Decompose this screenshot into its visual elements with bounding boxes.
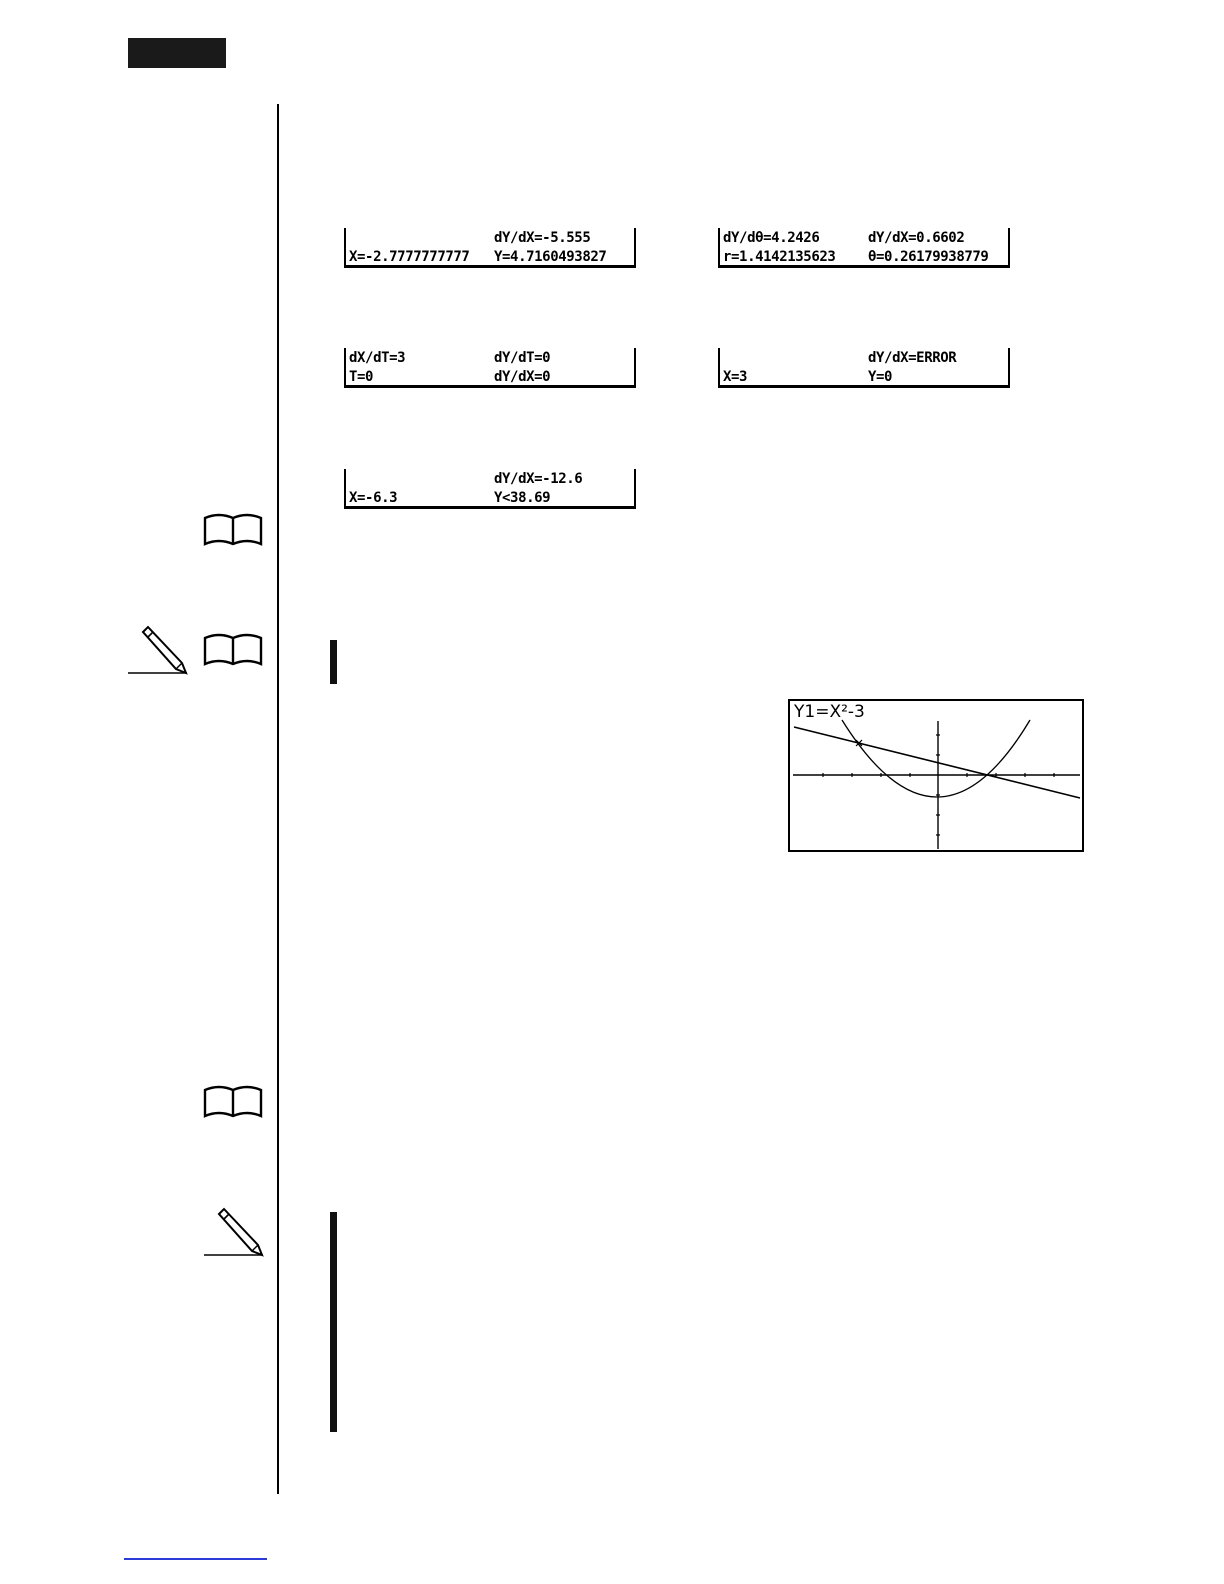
screen-3-row2-left: T=0 (349, 369, 374, 385)
pencil-icon (127, 625, 189, 677)
calculator-screen-5 (344, 469, 636, 509)
calculator-screen-2 (718, 228, 1010, 268)
calculator-screen-3 (344, 348, 636, 388)
book-icon (203, 632, 263, 666)
screen-1-row2-right: Y=4.7160493827 (494, 249, 607, 265)
screen-4-row2-right: Y=0 (868, 369, 893, 385)
screen-2-row1-right: dY/dX=0.6602 (868, 230, 965, 246)
bottom-rule (124, 1558, 267, 1560)
screen-2-row2-right: θ=0.26179938779 (868, 249, 989, 265)
screen-5-row2-right: Y<38.69 (494, 490, 551, 506)
screen-4-row1-right: dY/dX=ERROR (868, 350, 957, 366)
graph-function-label: Y1=X²-3 (794, 702, 865, 722)
screen-5-row1-right: dY/dX=-12.6 (494, 471, 583, 487)
margin-rule (277, 104, 279, 1494)
book-icon (203, 512, 263, 546)
section-bar (330, 640, 337, 684)
book-icon (203, 1084, 263, 1118)
header-tab (128, 38, 226, 68)
screen-2-row1-left: dY/dθ=4.2426 (723, 230, 820, 246)
screen-1-row2-left: X=-2.7777777777 (349, 249, 470, 265)
screen-3-row2-right: dY/dX=0 (494, 369, 551, 385)
calculator-screen-1 (344, 228, 636, 268)
screen-2-row2-left: r=1.4142135623 (723, 249, 836, 265)
screen-3-row1-left: dX/dT=3 (349, 350, 406, 366)
graph-screen (788, 699, 1084, 852)
screen-5-row2-left: X=-6.3 (349, 490, 398, 506)
pencil-icon (203, 1207, 265, 1259)
screen-1-row1-right: dY/dX=-5.555 (494, 230, 591, 246)
screen-4-row2-left: X=3 (723, 369, 748, 385)
calculator-screen-4 (718, 348, 1010, 388)
section-bar (330, 1212, 337, 1432)
graph-plot (790, 701, 1082, 850)
screen-3-row1-right: dY/dT=0 (494, 350, 551, 366)
